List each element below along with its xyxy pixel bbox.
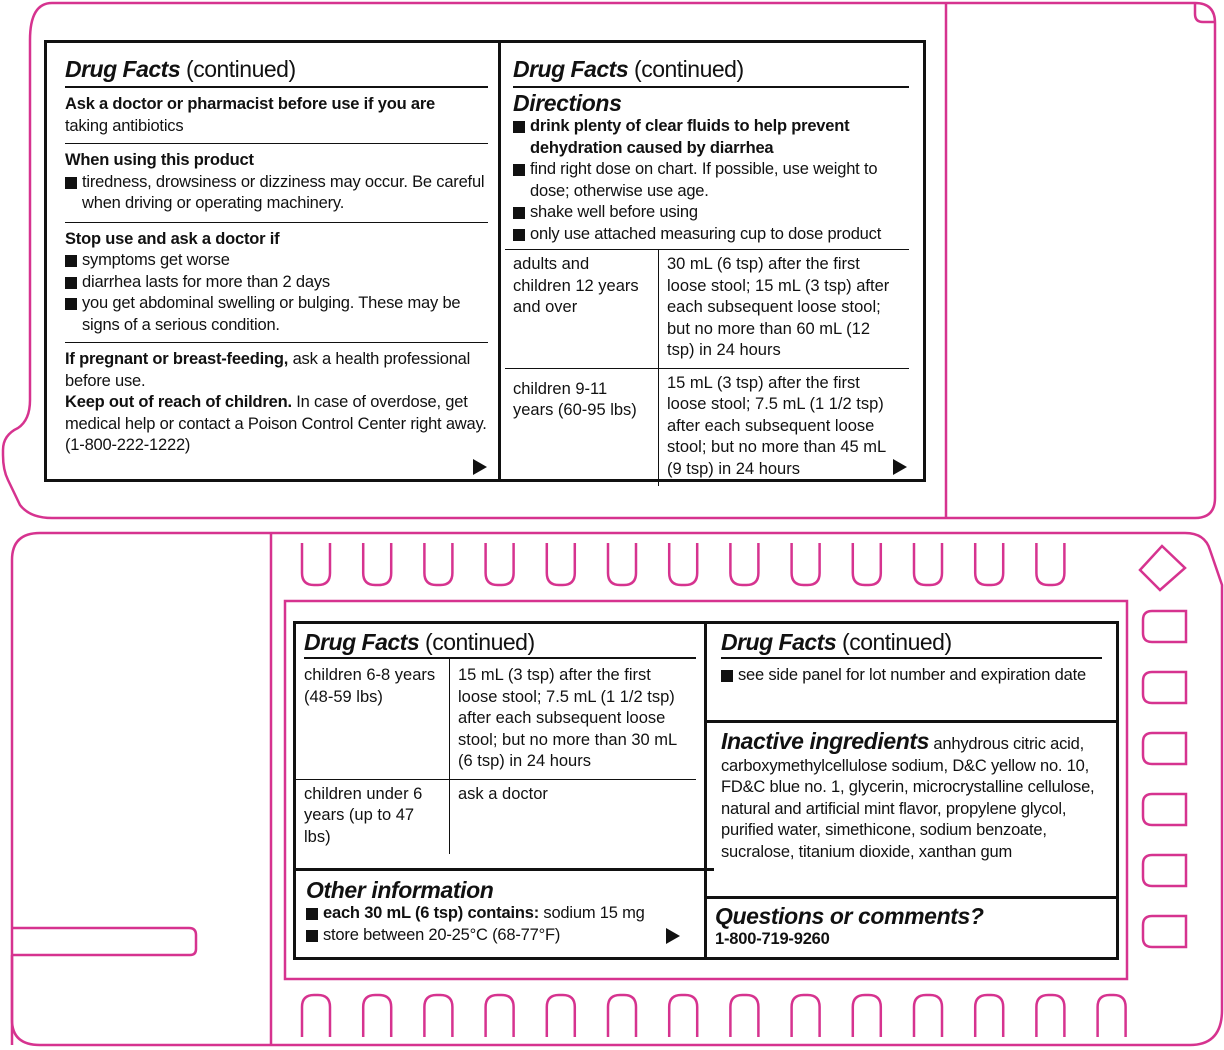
dieline-notch [669, 543, 697, 585]
column-warnings [65, 43, 488, 479]
table-row [296, 659, 696, 779]
dieline-notch [853, 995, 881, 1037]
other-info-section [296, 868, 714, 946]
dose-age-cell: children under 6 years (up to 47 lbs) [296, 779, 450, 854]
dosage-table [296, 659, 696, 854]
pregnant-text: ask a health professional before use. [65, 350, 471, 390]
phone-number: 1-800-719-9260 [715, 930, 830, 948]
stop-use-bullet: diarrhea lasts for more than 2 days [65, 272, 488, 294]
dieline-notch [424, 995, 452, 1037]
dieline-notch [914, 543, 942, 585]
dieline-notch [363, 543, 391, 585]
dieline-notch [1143, 916, 1186, 947]
dieline-notch [975, 995, 1003, 1037]
dieline-notch [1140, 546, 1185, 590]
dieline-notch [608, 543, 636, 585]
dieline-notch [1143, 794, 1186, 825]
dieline-notch [914, 995, 942, 1037]
dieline-notch [302, 543, 330, 585]
dieline-notch [547, 543, 575, 585]
ask-doctor-heading: Ask a doctor or pharmacist before use if you are [65, 95, 436, 113]
drug-facts-panel-top [44, 40, 926, 482]
drug-facts-title: Drug Facts [304, 629, 420, 655]
continued-label: (continued) [425, 629, 535, 655]
dieline-notch [363, 995, 391, 1037]
dose-age-cell: adults and children 12 years and over [505, 250, 659, 368]
dieline-notch [486, 995, 514, 1037]
directions-bullet: shake well before using [513, 202, 909, 224]
dieline-notch [424, 543, 452, 585]
dieline-notch [302, 995, 330, 1037]
drug-facts-title: Drug Facts [65, 56, 181, 82]
keep-out-warning [65, 392, 488, 457]
dieline-notch [1143, 733, 1186, 764]
column-directions [513, 43, 909, 479]
when-using-heading: When using this product [65, 151, 254, 169]
keep-out-heading: Keep out of reach of children. [65, 393, 292, 411]
pregnant-warning [65, 349, 488, 392]
continue-arrow-icon [473, 459, 487, 475]
pregnant-heading: If pregnant or breast-feeding, [65, 350, 289, 368]
sodium-label: each 30 mL (6 tsp) contains: [323, 904, 539, 922]
keep-out-text: In case of overdose, get medical help or contact a Poison Control Center right away. (1-800-222-1222) [65, 393, 487, 454]
column-divider [498, 43, 501, 479]
continued-label: (continued) [634, 56, 744, 82]
questions-heading: Questions or comments? [715, 903, 984, 929]
drug-facts-panel-bottom [293, 621, 1119, 960]
dieline-notch [792, 995, 820, 1037]
stop-use-heading: Stop use and ask a doctor if [65, 229, 280, 248]
dieline-notch [608, 995, 636, 1037]
drug-facts-heading [721, 624, 1102, 659]
directions-bullet: find right dose on chart. If possible, use weight to dose; otherwise use age. [513, 159, 909, 202]
dieline-notch [1143, 855, 1186, 886]
sodium-value: sodium 15 mg [543, 904, 645, 922]
drug-facts-heading [513, 43, 909, 88]
when-using-bullet: tiredness, drowsiness or dizziness may occur. Be careful when driving or operating machinery. [65, 172, 488, 215]
dieline-notch [730, 995, 758, 1037]
dieline-notch [1098, 995, 1126, 1037]
dose-age-cell: children 9-11 years (60-95 lbs) [505, 368, 659, 486]
other-info-bullet [306, 903, 714, 925]
lot-number-bullet: see side panel for lot number and expiration date [721, 665, 1102, 687]
continued-label: (continued) [186, 56, 296, 82]
drug-facts-heading [65, 43, 488, 88]
table-row [296, 779, 696, 854]
inactive-ingredients-heading: Inactive ingredients [721, 728, 930, 754]
dieline-notch [1036, 543, 1064, 585]
stop-use-bullet: you get abdominal swelling or bulging. These may be signs of a serious condition. [65, 293, 488, 336]
dieline-notch [730, 543, 758, 585]
inactive-ingredients-section [707, 720, 1116, 863]
dieline-notch [853, 543, 881, 585]
dose-amount-cell: 30 mL (6 tsp) after the first loose stool; 15 mL (3 tsp) after each subsequent loose stool; but no more than 60 mL (12 tsp) in 24 hours [667, 255, 890, 359]
continue-arrow-icon [893, 459, 907, 475]
dieline-notch [486, 543, 514, 585]
continued-label: (continued) [842, 629, 952, 655]
directions-heading: Directions [513, 90, 622, 116]
drug-facts-title: Drug Facts [721, 629, 837, 655]
other-info-heading: Other information [306, 877, 494, 903]
table-row [505, 368, 909, 486]
dieline-notch [975, 543, 1003, 585]
dose-amount-cell: ask a doctor [450, 779, 697, 854]
questions-section [707, 896, 1116, 951]
dose-age-cell: children 6-8 years (48-59 lbs) [296, 659, 450, 779]
directions-bullet: drink plenty of clear fluids to help prevent dehydration caused by diarrhea [513, 116, 909, 159]
dieline-notch [547, 995, 575, 1037]
inactive-ingredients-text: anhydrous citric acid, carboxymethylcellulose sodium, D&C yellow no. 10, FD&C blue no. 1, glycerin, microcrystalline cellulose, natural and artificial mint flavor, propylene glycol, purified water, simethicone, sodium benzoate, sucralose, titanium dioxide, xanthan gum [721, 735, 1095, 861]
dieline-notch [1036, 995, 1064, 1037]
drug-facts-title: Drug Facts [513, 56, 629, 82]
dieline-notch [792, 543, 820, 585]
ask-doctor-text: taking antibiotics [65, 116, 184, 135]
dose-amount-cell: 15 mL (3 tsp) after the first loose stool; 7.5 mL (1 1/2 tsp) after each subsequent loose stool; but no more than 45 mL (9 tsp) in 24 hours [659, 368, 910, 486]
column-ingredients [707, 624, 1116, 957]
drug-facts-heading [304, 624, 696, 659]
continue-arrow-icon [666, 928, 680, 944]
table-row [505, 250, 909, 368]
dieline-notch [1143, 611, 1186, 642]
dosage-table [505, 250, 909, 486]
other-info-bullet: store between 20-25°C (68-77°F) [306, 925, 714, 947]
dieline-notch [1143, 672, 1186, 703]
dose-amount-cell: 15 mL (3 tsp) after the first loose stool; 7.5 mL (1 1/2 tsp) after each subsequent loose stool; but no more than 30 mL (6 tsp) in 24 hours [458, 666, 677, 770]
dieline-notch [669, 995, 697, 1037]
stop-use-bullet: symptoms get worse [65, 250, 488, 272]
directions-bullet: only use attached measuring cup to dose product [513, 224, 909, 246]
